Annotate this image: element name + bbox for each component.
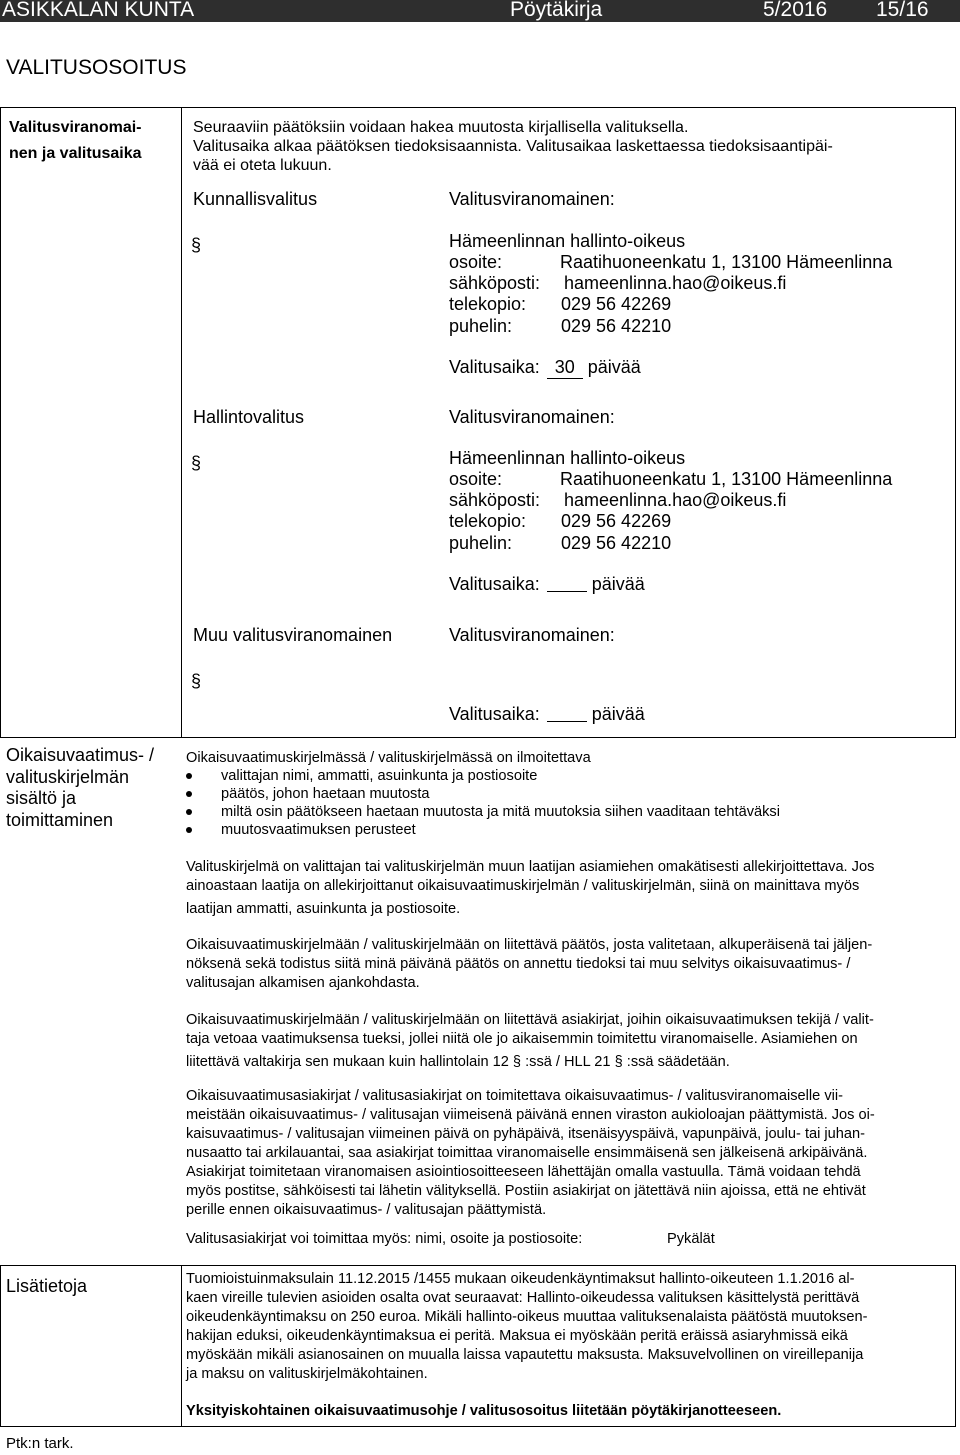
appeal-type-administrative: Hallintovalitus <box>193 407 305 427</box>
appeal-period-label: Valitusaika: <box>449 574 540 594</box>
document-title: VALITUSOSOITUS <box>6 56 187 79</box>
section-label: Lisätietoja <box>6 1276 88 1296</box>
footer-note: Yksityiskohtainen oikaisuvaatimusohje / valitusosoitus liitetään pöytäkirjanotteeseen. <box>186 1403 782 1419</box>
intro-text: vää ei oteta lukuun. <box>193 157 332 174</box>
requirements-intro: Oikaisuvaatimuskirjelmässä / valituskirjelmässä on ilmoitettava <box>186 750 591 766</box>
appeal-period-unit: päivää <box>587 357 641 377</box>
section-label: valituskirjelmän <box>6 767 130 787</box>
header-doc-type: Pöytäkirja <box>510 0 603 21</box>
address-value: Raatihuoneenkatu 1, 13100 Hämeenlinna <box>560 469 893 489</box>
phone-label: puhelin: <box>449 533 513 553</box>
email-label: sähköposti: <box>449 490 541 510</box>
authority-label: Valitusviranomainen: <box>449 625 615 645</box>
header-doc-number: 5/2016 <box>763 0 828 21</box>
intro-text: Valitusaika alkaa päätöksen tiedoksisaannista. Valitusaikaa laskettaessa tiedoksisaantipäi- <box>193 138 833 155</box>
bullet-icon <box>186 773 192 779</box>
authority-label: Valitusviranomainen: <box>449 189 615 209</box>
appeal-period <box>449 356 641 379</box>
address-label: osoite: <box>449 469 503 489</box>
appeal-period-label: Valitusaika: <box>449 704 540 724</box>
paragraph-attachments: Oikaisuvaatimuskirjelmään / valituskirjelmään on liitettävä päätös, josta valitetaan, alkuperäisenä tai jäljen- nöksenä sekä todistus siitä minä päivänä päätös on annettu tiedoksi tai muu selvitys oikaisuvaatimus- / valitusajan alkamisen ajankohdasta. <box>186 937 873 991</box>
email-value: hameenlinna.hao@oikeus.fi <box>564 490 787 510</box>
appeal-period-label: Valitusaika: <box>449 357 540 377</box>
address-value: Raatihuoneenkatu 1, 13100 Hämeenlinna <box>560 252 893 272</box>
appeal-period <box>449 573 645 595</box>
paragraph-signature: Valituskirjelmä on valittajan tai valituskirjelmän muun laatijan asiamiehen omakätisesti allekirjoittettava. Jos ainoastaan laatija on allekirjoittanut oikaisuvaatimuskirjelmän / valituskirjelmän, siinä on mainittava myös laatijan ammatti, asuinkunta ja postiosoite. <box>186 859 875 917</box>
bullet-icon <box>186 809 192 815</box>
page-header <box>0 0 960 22</box>
bullet-icon <box>186 791 192 797</box>
address-label: osoite: <box>449 252 503 272</box>
appeal-type-municipal: Kunnallisvalitus <box>193 189 318 209</box>
fax-value: 029 56 42269 <box>561 294 672 314</box>
authority-label: Valitusviranomainen: <box>449 407 615 427</box>
section-label: toimittaminen <box>6 810 114 830</box>
fax-value: 029 56 42269 <box>561 511 672 531</box>
fax-label: telekopio: <box>449 294 527 314</box>
authority-name: Hämeenlinnan hallinto-oikeus <box>449 231 686 251</box>
fax-label: telekopio: <box>449 511 527 531</box>
phone-value: 029 56 42210 <box>561 533 672 553</box>
section-label: nen ja valitusaika <box>9 145 142 162</box>
section-label: sisältö ja <box>6 788 77 808</box>
section-label: Valitusviranomai- <box>9 119 142 136</box>
appeal-type-other: Muu valitusviranomainen <box>193 625 393 645</box>
appeal-period-days: 30 <box>547 356 583 379</box>
phone-label: puhelin: <box>449 316 513 336</box>
email-value: hameenlinna.hao@oikeus.fi <box>564 273 787 293</box>
appeal-period-unit: päivää <box>591 574 645 594</box>
appeal-period-days <box>547 573 587 592</box>
intro-text: Seuraaviin päätöksiin voidaan hakea muutosta kirjallisella valituksella. <box>193 119 689 136</box>
delivery-value: Pykälät <box>667 1231 715 1247</box>
appeal-period-unit: päivää <box>591 704 645 724</box>
paragraph-court-fees: Tuomioistuinmaksulain 11.12.2015 /1455 mukaan oikeudenkäyntimaksut hallinto-oikeuteen 1.1.2016 al- kaen vireille tulevien asioiden osalta ovat seuraavat: Hallinto-oikeudessa valituksen käsittelystä perittävä oikeudenkäyntimaksu on 250 euroa. Mikäli hallinto-oikeus muuttaa valituksenalaista päätöstä muutoksen- hakijan eduksi, oikeudenkäyntimaksua ei peritä. Maksua ei myöskään peritä eräissä asiaryhmissä eikä myöskään mikäli asianosainen on muualla laissa vapautettu maksusta. Maksuvelvollinen on vireillepanija ja maksu on valituskirjelmäkohtainen. <box>186 1271 868 1382</box>
appeal-period <box>449 703 645 725</box>
paragraph-delivery: Oikaisuvaatimusasiakirjat / valitusasiakirjat on toimitettava oikaisuvaatimus- / valitusviranomaiselle vii- meistään oikaisuvaatimus- / valitusajan viimeisenä päivänä ennen viraston aukioloajan päättymistä. Jos oi- kaisuvaatimus- / valitusajan viimeinen päivä on pyhäpäivä, itsenäisyyspäivä, vapunpäivä, joulu- tai juhan- nusaatto tai arkilauantai, saa asiakirjat toimittaa viranomaiselle ensimmäisenä sen jälkeisenä arkipäivänä. Asiakirjat toimitetaan viranomaisen asiointiosoitteeseen lähettäjän omalla vastuulla. Tämä voidaan tehdä myös postitse, sähköisesti tai lähetin välityksellä. Postiin asiakirjat on jätettävä niin ajoissa, että ne ehtivät perille ennen oikaisuvaatimus- / valitusajan päättymistä. <box>186 1088 875 1218</box>
section-appeal-authority-label-cell <box>0 107 182 738</box>
bullet-icon <box>186 827 192 833</box>
header-page: 15/16 <box>876 0 929 21</box>
appeal-period-days <box>547 703 587 722</box>
page-footer: Ptk:n tark. <box>6 1435 74 1452</box>
paragraph-documents: Oikaisuvaatimuskirjelmään / valituskirjelmään on liitettävä asiakirjat, joihin oikaisuvaatimuksen tekijä / valit- taja vetoaa vaatimuksensa tueksi, jollei niitä ole jo aikaisemmin toimitettu viranomaiselle. Asiamiehen on liitettävä valtakirja sen mukaan kuin hallintolain 12 § :ssä / HLL 21 § :ssä säädetään. <box>186 1012 874 1070</box>
phone-value: 029 56 42210 <box>561 316 672 336</box>
section-sign: § <box>191 235 202 255</box>
email-label: sähköposti: <box>449 273 541 293</box>
authority-name: Hämeenlinnan hallinto-oikeus <box>449 448 686 468</box>
delivery-label: Valitusasiakirjat voi toimittaa myös: nimi, osoite ja postiosoite: <box>186 1231 583 1247</box>
section-label: Oikaisuvaatimus- / <box>6 745 155 765</box>
section-sign: § <box>191 453 202 473</box>
section-sign: § <box>191 671 202 691</box>
header-org: ASIKKALAN KUNTA <box>2 0 195 21</box>
